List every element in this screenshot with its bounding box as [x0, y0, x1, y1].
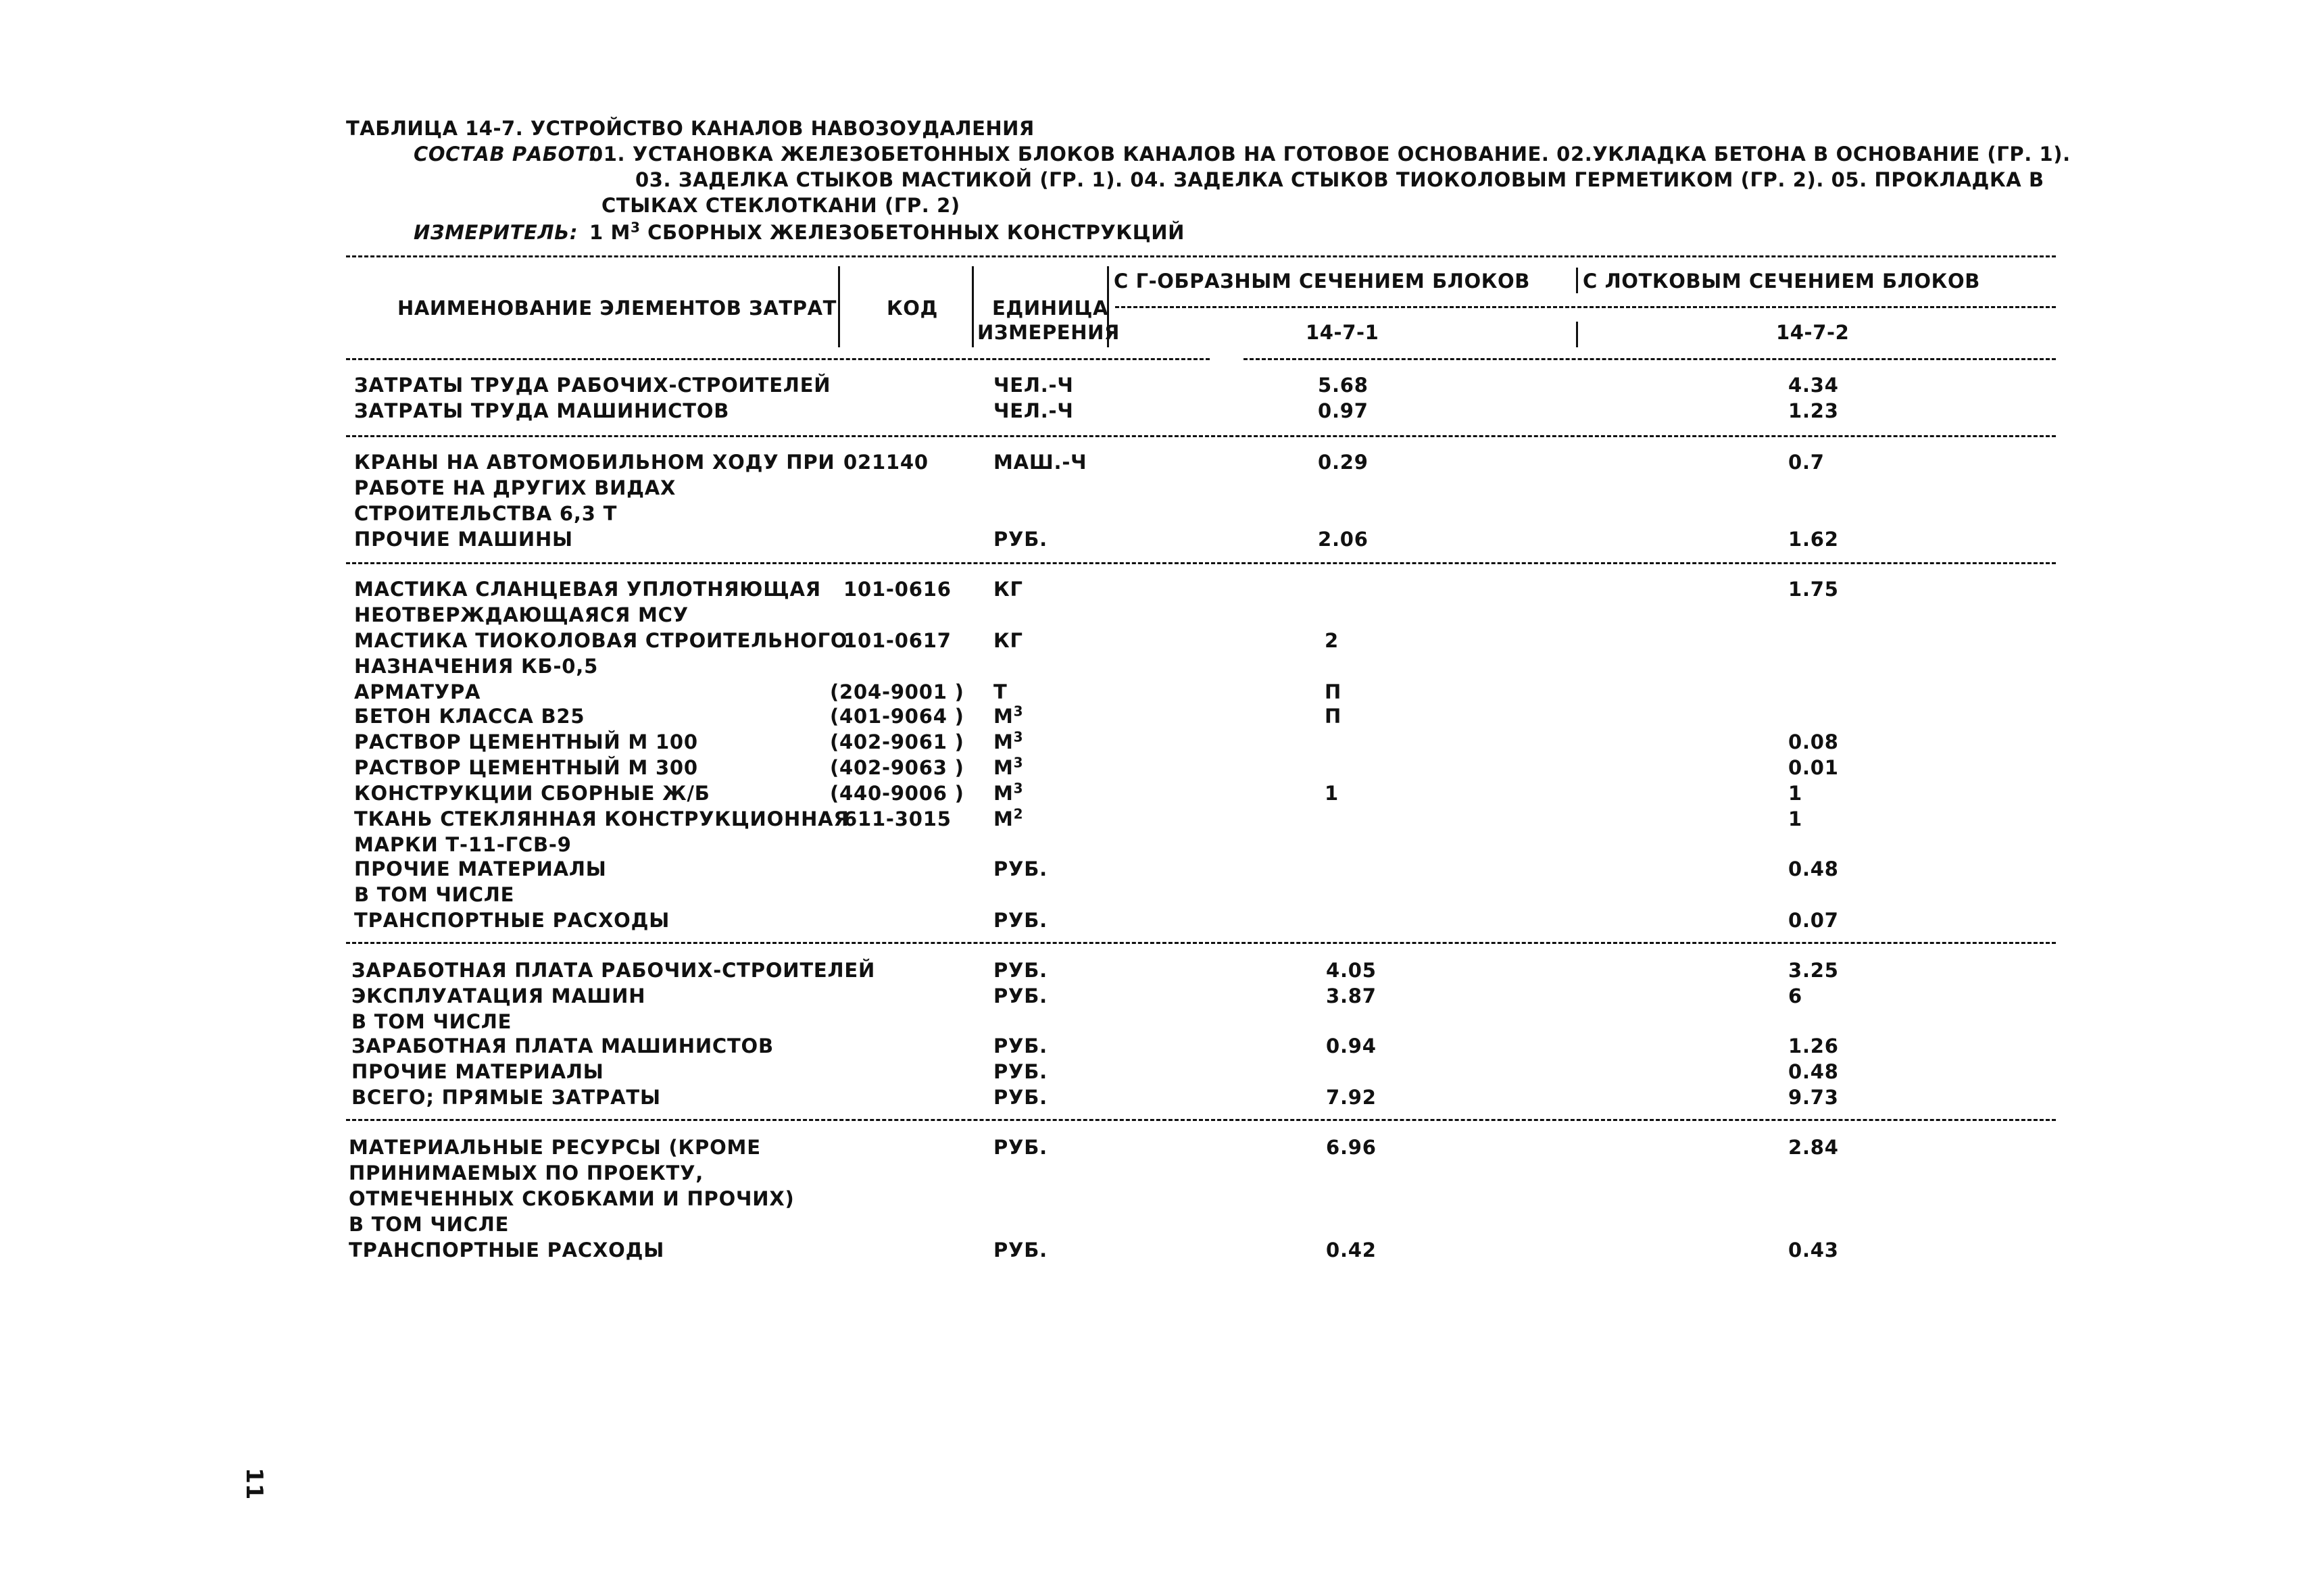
row-unit: РУБ. [993, 1136, 1048, 1159]
row-name: РАБОТЕ НА ДРУГИХ ВИДАХ [354, 476, 676, 499]
row-code: 021140 [843, 451, 929, 474]
header-separator-col2 [1576, 322, 1578, 347]
row-code: 101-0616 [843, 578, 952, 601]
header-name: НАИМЕНОВАНИЕ ЭЛЕМЕНТОВ ЗАТРАТ [397, 297, 837, 320]
row-code: (401-9064 ) [830, 705, 964, 728]
section-rule-1 [346, 435, 2056, 437]
row-value-2: 0.7 [1788, 451, 1825, 474]
row-unit: РУБ. [993, 1239, 1048, 1262]
row-name: МАСТИКА СЛАНЦЕВАЯ УПЛОТНЯЮЩАЯ [354, 578, 821, 601]
row-unit-sup: 3 [1013, 703, 1024, 720]
work-composition-line-2: 03. ЗАДЕЛКА СТЫКОВ МАСТИКОЙ (ГР. 1). 04. ЗАДЕЛКА СТЫКОВ ТИОКОЛОВЫМ ГЕРМЕТИКОМ (ГР. 2). 05. ПРОКЛАДКА В [635, 168, 2044, 191]
row-unit-base: М [993, 756, 1014, 779]
row-value-2: 1.23 [1788, 399, 1839, 422]
row-unit: Т [993, 680, 1008, 703]
row-unit: РУБ. [993, 528, 1048, 551]
row-unit: РУБ. [993, 857, 1048, 880]
header-unit-1: ЕДИНИЦА [992, 297, 1108, 320]
header-separator-unit [972, 266, 974, 347]
row-name: В ТОМ ЧИСЛЕ [354, 883, 515, 906]
row-value-1: 3.87 [1326, 984, 1377, 1007]
meter-value-sup: 3 [630, 219, 641, 236]
row-code: (204-9001 ) [830, 680, 964, 703]
row-value-1: 5.68 [1318, 374, 1369, 397]
row-value-1: 2.06 [1318, 528, 1369, 551]
row-unit [993, 728, 1024, 753]
row-unit-base: М [993, 705, 1014, 728]
row-value-1: 0.29 [1318, 451, 1369, 474]
row-value-1: 0.97 [1318, 399, 1369, 422]
row-unit-sup: 3 [1013, 728, 1024, 745]
row-unit: РУБ. [993, 909, 1048, 932]
row-value-2: 1.75 [1788, 578, 1839, 601]
row-value-2: 0.08 [1788, 730, 1839, 753]
table-top-rule [346, 255, 2056, 257]
row-unit: РУБ. [993, 1034, 1048, 1057]
row-unit: РУБ. [993, 1086, 1048, 1109]
row-name: ЗАРАБОТНАЯ ПЛАТА МАШИНИСТОВ [351, 1034, 774, 1057]
row-unit [993, 754, 1024, 779]
header-column-1: 14-7-1 [1306, 321, 1379, 344]
row-code: (402-9061 ) [830, 730, 964, 753]
group-header-rule [1115, 306, 2056, 308]
row-unit: МАШ.-Ч [993, 451, 1087, 474]
header-bottom-rule [346, 358, 1210, 360]
header-bottom-rule-2 [1244, 358, 2056, 360]
row-name: МАТЕРИАЛЬНЫЕ РЕСУРСЫ (КРОМЕ [349, 1136, 761, 1159]
row-value-2: 3.25 [1788, 959, 1839, 982]
row-unit: КГ [993, 578, 1023, 601]
row-value-1: 0.94 [1326, 1034, 1377, 1057]
row-value-2: 6 [1788, 984, 1802, 1007]
row-name: НАЗНАЧЕНИЯ КБ-0,5 [354, 655, 599, 678]
row-value-2: 0.07 [1788, 909, 1839, 932]
header-unit-2: ИЗМЕРЕНИЯ [977, 321, 1120, 344]
row-value-2: 0.48 [1788, 857, 1839, 880]
page-number: 11 [241, 1468, 268, 1500]
row-code: (402-9063 ) [830, 756, 964, 779]
row-unit: КГ [993, 629, 1023, 652]
row-unit-base: М [993, 730, 1014, 753]
row-unit: РУБ. [993, 959, 1048, 982]
row-name: ТРАНСПОРТНЫЕ РАСХОДЫ [349, 1239, 665, 1262]
row-unit-sup: 3 [1013, 754, 1024, 771]
row-value-1: 7.92 [1326, 1086, 1377, 1109]
row-unit [993, 805, 1024, 830]
row-value-1: 4.05 [1326, 959, 1377, 982]
meter-value-post: СБОРНЫХ ЖЕЛЕЗОБЕТОННЫХ КОНСТРУКЦИЙ [640, 221, 1185, 244]
row-value-2: 0.48 [1788, 1060, 1839, 1083]
section-rule-3 [346, 942, 2056, 944]
row-name: АРМАТУРА [354, 680, 481, 703]
row-name: КОНСТРУКЦИИ СБОРНЫЕ Ж/Б [354, 782, 710, 805]
row-value-2: 1.26 [1788, 1034, 1839, 1057]
row-value-2: 1 [1788, 807, 1802, 830]
row-name: ТКАНЬ СТЕКЛЯННАЯ КОНСТРУКЦИОННАЯ [354, 807, 850, 830]
work-composition-line-1: 01. УСТАНОВКА ЖЕЛЕЗОБЕТОННЫХ БЛОКОВ КАНАЛОВ НА ГОТОВОЕ ОСНОВАНИЕ. 02.УКЛАДКА БЕТОНА В ОСНОВАНИЕ (ГР. 1). [589, 143, 2071, 166]
row-unit [993, 703, 1024, 728]
row-name: МАСТИКА ТИОКОЛОВАЯ СТРОИТЕЛЬНОГО [354, 629, 848, 652]
row-name: РАСТВОР ЦЕМЕНТНЫЙ М 100 [354, 730, 698, 753]
section-rule-2 [346, 562, 2056, 564]
work-composition-label: СОСТАВ РАБОТ: [414, 143, 597, 166]
meter-value [589, 219, 1185, 244]
row-name: КРАНЫ НА АВТОМОБИЛЬНОМ ХОДУ ПРИ [354, 451, 835, 474]
row-unit: ЧЕЛ.-Ч [993, 399, 1074, 422]
row-name: ЭКСПЛУАТАЦИЯ МАШИН [351, 984, 646, 1007]
row-value-2: 1.62 [1788, 528, 1839, 551]
meter-value-pre: 1 М [589, 221, 631, 244]
row-value-1: П [1325, 680, 1342, 703]
row-unit-base: М [993, 807, 1014, 830]
table-title: ТАБЛИЦА 14-7. УСТРОЙСТВО КАНАЛОВ НАВОЗОУДАЛЕНИЯ [346, 117, 1035, 140]
row-value-2: 0.43 [1788, 1239, 1839, 1262]
row-value-2: 1 [1788, 782, 1802, 805]
row-name: МАРКИ Т-11-ГСВ-9 [354, 833, 572, 856]
row-value-2: 9.73 [1788, 1086, 1839, 1109]
row-name: НЕОТВЕРЖДАЮЩАЯСЯ МСУ [354, 603, 689, 626]
row-name: ПРОЧИЕ МАТЕРИАЛЫ [354, 857, 607, 880]
row-name: ПРОЧИЕ МАШИНЫ [354, 528, 573, 551]
row-value-1: 6.96 [1326, 1136, 1377, 1159]
row-value-2: 0.01 [1788, 756, 1839, 779]
row-name: ОТМЕЧЕННЫХ СКОБКАМИ И ПРОЧИХ) [349, 1187, 795, 1210]
header-separator-code [838, 266, 840, 347]
row-unit-sup: 3 [1013, 780, 1024, 797]
header-column-2: 14-7-2 [1776, 321, 1850, 344]
row-unit: РУБ. [993, 1060, 1048, 1083]
row-name: ЗАТРАТЫ ТРУДА РАБОЧИХ-СТРОИТЕЛЕЙ [354, 374, 831, 397]
header-group-1: С Г-ОБРАЗНЫМ СЕЧЕНИЕМ БЛОКОВ [1114, 270, 1530, 293]
row-value-1: 2 [1325, 629, 1339, 652]
header-group-2: С ЛОТКОВЫМ СЕЧЕНИЕМ БЛОКОВ [1583, 270, 1980, 293]
row-name: БЕТОН КЛАССА В25 [354, 705, 585, 728]
row-name: ПРОЧИЕ МАТЕРИАЛЫ [351, 1060, 604, 1083]
row-name: В ТОМ ЧИСЛЕ [349, 1213, 510, 1236]
section-rule-4 [346, 1119, 2056, 1121]
header-code: КОД [887, 297, 938, 320]
row-name: ЗАТРАТЫ ТРУДА МАШИНИСТОВ [354, 399, 730, 422]
work-composition-line-3: СТЫКАХ СТЕКЛОТКАНИ (ГР. 2) [601, 194, 960, 217]
row-value-1: П [1325, 705, 1342, 728]
row-unit: РУБ. [993, 984, 1048, 1007]
row-value-2: 4.34 [1788, 374, 1839, 397]
row-name: СТРОИТЕЛЬСТВА 6,3 Т [354, 502, 618, 525]
row-code: (440-9006 ) [830, 782, 964, 805]
row-name: ВСЕГО; ПРЯМЫЕ ЗАТРАТЫ [351, 1086, 661, 1109]
header-separator-group2 [1576, 268, 1578, 293]
row-name: В ТОМ ЧИСЛЕ [351, 1010, 512, 1033]
row-unit-sup: 2 [1013, 805, 1024, 822]
row-code: 611-3015 [843, 807, 952, 830]
row-name: ТРАНСПОРТНЫЕ РАСХОДЫ [354, 909, 670, 932]
row-code: 101-0617 [843, 629, 952, 652]
row-value-1: 0.42 [1326, 1239, 1377, 1262]
row-name: ПРИНИМАЕМЫХ ПО ПРОЕКТУ, [349, 1162, 704, 1184]
row-name: ЗАРАБОТНАЯ ПЛАТА РАБОЧИХ-СТРОИТЕЛЕЙ [351, 959, 876, 982]
row-value-2: 2.84 [1788, 1136, 1839, 1159]
row-unit-base: М [993, 782, 1014, 805]
row-name: РАСТВОР ЦЕМЕНТНЫЙ М 300 [354, 756, 698, 779]
row-unit [993, 780, 1024, 805]
row-value-1: 1 [1325, 782, 1339, 805]
meter-label: ИЗМЕРИТЕЛЬ: [414, 221, 578, 244]
row-unit: ЧЕЛ.-Ч [993, 374, 1074, 397]
